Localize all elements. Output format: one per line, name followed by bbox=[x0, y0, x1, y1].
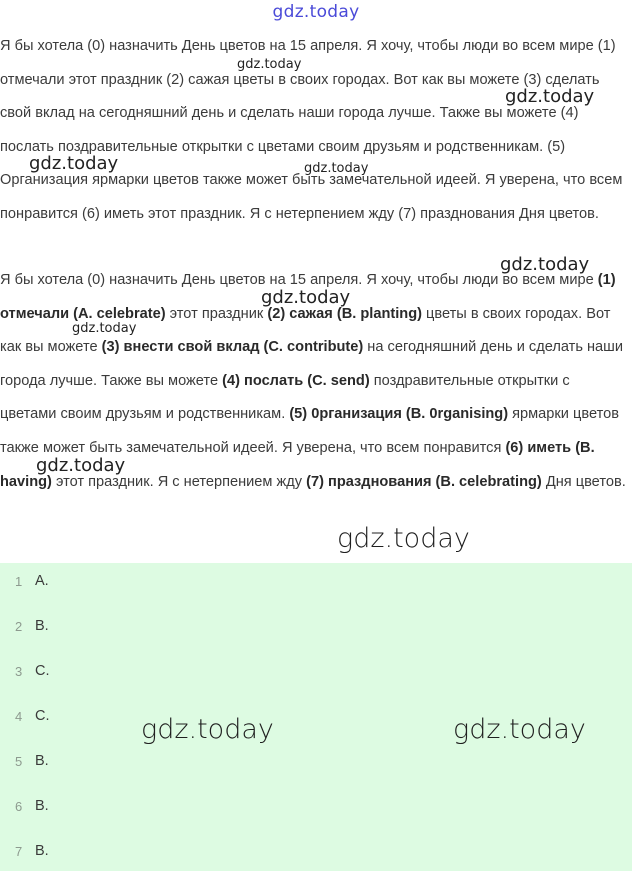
watermark: gdz.today bbox=[304, 161, 369, 176]
watermark: gdz.today bbox=[453, 714, 586, 745]
text-fragment: поздравительные открытки с цветами своим друзьям и родственникам. bbox=[0, 372, 570, 423]
text-fragment: этот праздник. Я с нетерпением жду bbox=[51, 473, 307, 490]
text-fragment: на сегодняшний день и сделать наши города лучше. Также вы можете bbox=[0, 339, 624, 389]
answer-number: 1 bbox=[15, 574, 23, 589]
answer-highlight-6: (6) иметь (B. having) bbox=[0, 439, 595, 490]
watermark: gdz.today bbox=[29, 153, 119, 174]
watermark: gdz.today bbox=[505, 86, 595, 107]
text-fragment: этот праздник bbox=[165, 305, 268, 322]
answer-number: 6 bbox=[15, 799, 23, 814]
watermark: gdz.today bbox=[500, 254, 590, 275]
answer-value: C. bbox=[35, 708, 50, 724]
answer-number: 2 bbox=[15, 619, 23, 634]
answer-value: B. bbox=[35, 618, 49, 634]
text-fragment: ярмарки цветов также может быть замечательной идеей. Я уверена, что всем понравится bbox=[0, 406, 619, 456]
watermark: gdz.today bbox=[237, 57, 302, 72]
text-fragment: цветы в своих городах. Вот как вы можете bbox=[0, 305, 611, 356]
answer-number: 3 bbox=[15, 664, 23, 679]
answered-text-paragraph bbox=[0, 264, 630, 499]
answer-value: B. bbox=[35, 798, 49, 814]
original-text-paragraph: Я бы хотела (0) назначить День цветов на 15 апреля. Я хочу, чтобы люди во всем мире (1) отмечали этот праздник (2) сажая цветы в своих городах. Вот как вы можете (3) сделать свой вклад на сегодняшний день и сделать наши города лучше. Также вы можете (4) послать поздравительные открытки с цветами своим друзьям и родственникам. (5) Организация ярмарки цветов также может быть замечательной идеей. Я уверена, что всем понравится (6) иметь этот праздник. Я с нетерпением жду (7) празднования Дня цветов. bbox=[0, 38, 623, 222]
answer-number: 5 bbox=[15, 754, 23, 769]
text-fragment: Я бы хотела (0) назначить День цветов на 15 апреля. Я хочу, чтобы люди во всем мире bbox=[0, 272, 598, 288]
watermark: gdz.today bbox=[141, 714, 274, 745]
answer-value: B. bbox=[35, 843, 49, 859]
answer-key-panel bbox=[0, 563, 632, 871]
header-watermark: gdz.today bbox=[272, 2, 360, 22]
answer-value: B. bbox=[35, 753, 49, 769]
watermark: gdz.today bbox=[337, 523, 470, 554]
answer-highlight-7: (7) празднования (B. celebrating) bbox=[306, 473, 542, 490]
watermark: gdz.today bbox=[72, 321, 137, 336]
answer-highlight-5: (5) 0рганизация (B. 0rganising) bbox=[289, 406, 509, 423]
answer-highlight-2: (2) сажая (B. planting) bbox=[267, 305, 422, 322]
answer-highlight-3: (3) внести свой вклад (C. contribute) bbox=[101, 339, 364, 356]
text-fragment: Дня цветов. bbox=[541, 473, 626, 490]
answer-highlight-4: (4) послать (C. send) bbox=[222, 372, 370, 389]
answer-number: 7 bbox=[15, 844, 23, 859]
answer-number: 4 bbox=[15, 709, 23, 724]
answer-highlight-1: (1) отмечали (A. celebrate) bbox=[0, 272, 616, 322]
answer-value: A. bbox=[35, 573, 49, 589]
answer-value: C. bbox=[35, 663, 50, 679]
watermark: gdz.today bbox=[261, 287, 351, 308]
watermark: gdz.today bbox=[36, 455, 126, 476]
